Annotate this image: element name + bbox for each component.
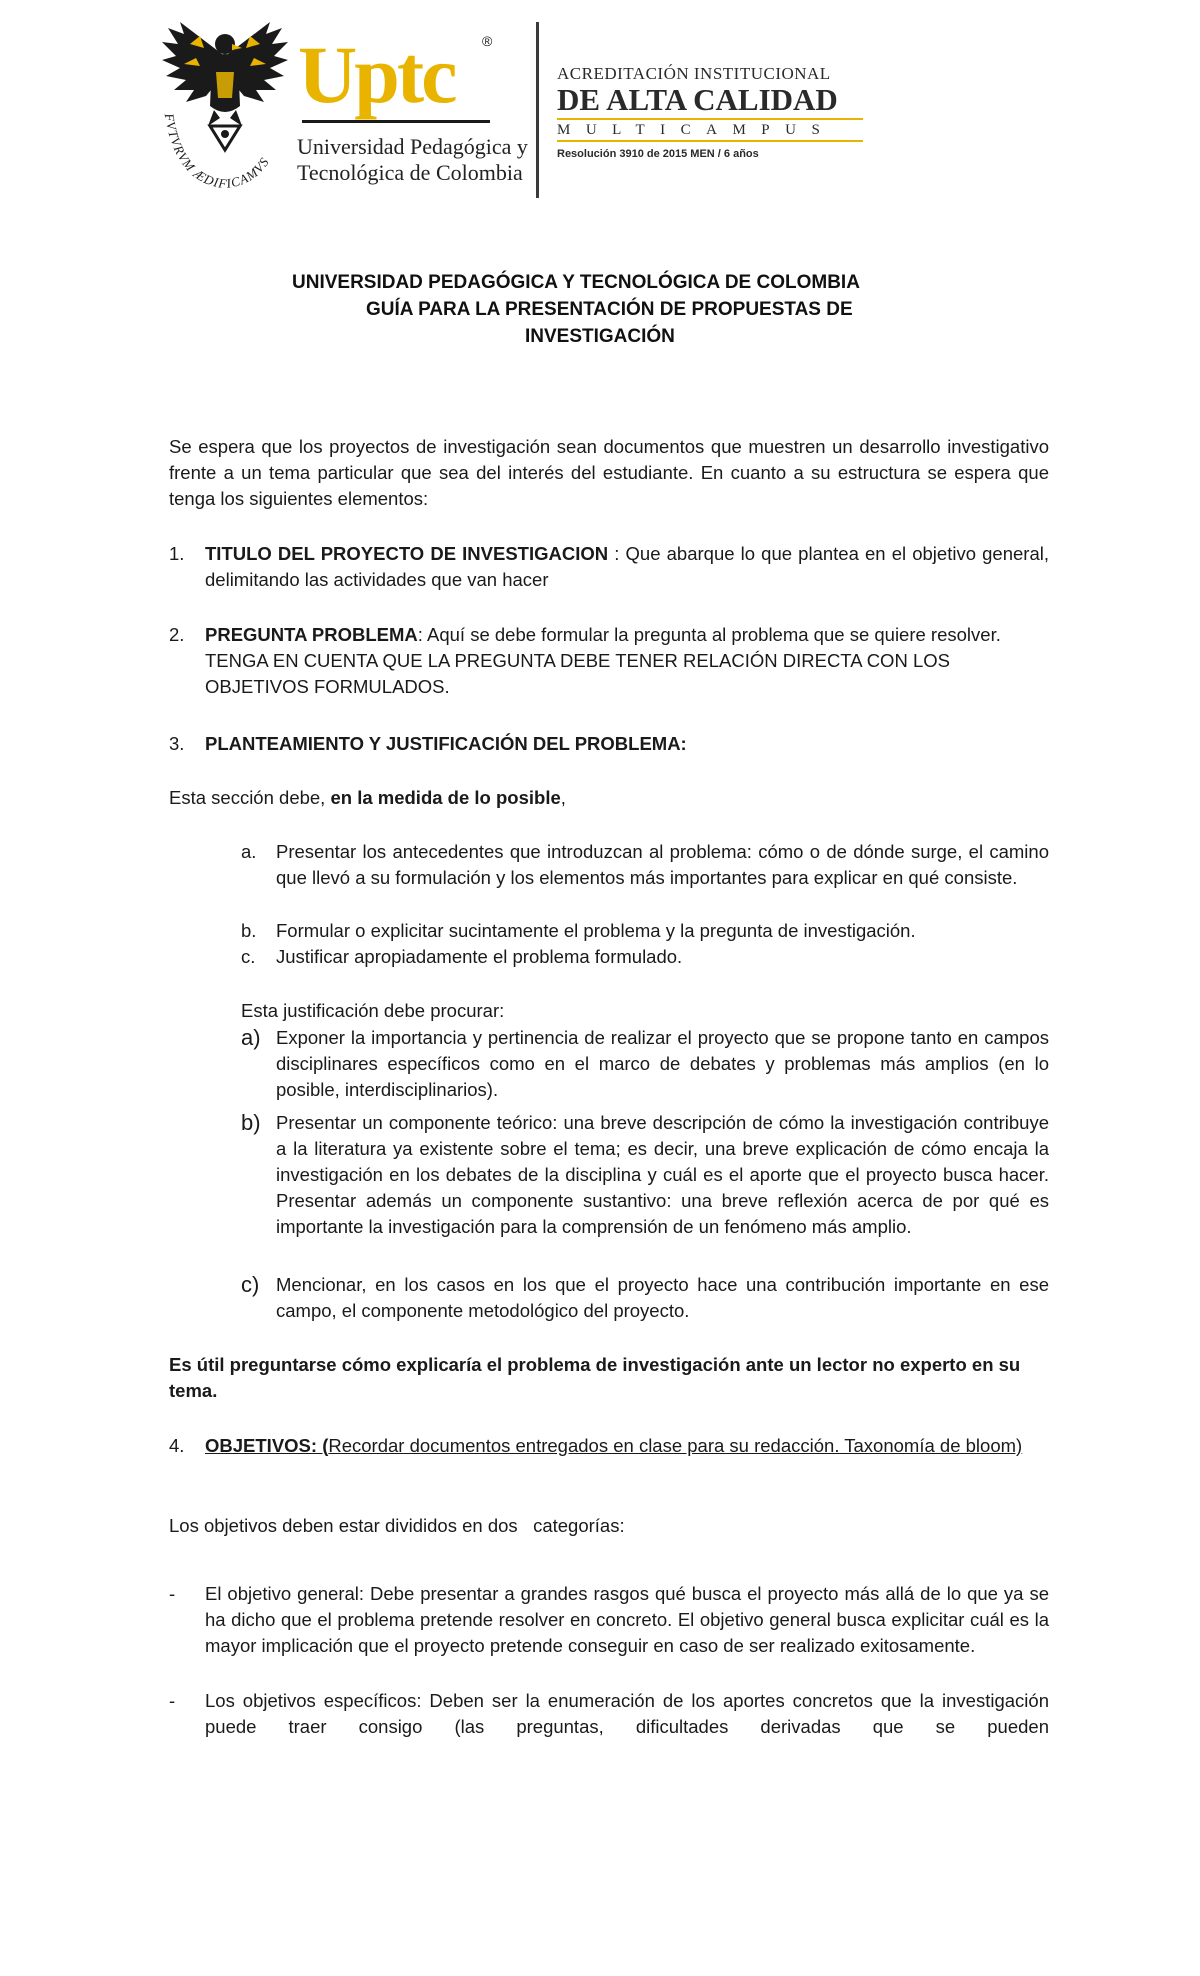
section3-lead-end: , [560, 787, 566, 808]
svg-text:Uptc: Uptc [298, 29, 455, 120]
closing-note: Es útil preguntarse cómo explicaría el problema de investigación ante un lector no experto en su tema. [169, 1354, 1021, 1401]
item4-heading: OBJETIVOS: ( [205, 1435, 329, 1456]
item2-text: : Aquí se debe formular la pregunta al problema que se quiere resolver. TENGA EN CUENTA QUE LA PREGUNTA DEBE TENER RELACIÓN DIRECTA CON LOS OBJETIVOS FORMULADOS. [205, 624, 1001, 697]
item2-number: 2. [169, 624, 185, 645]
university-name-line1: Universidad Pedagógica y [297, 134, 528, 159]
header-divider [536, 22, 539, 198]
item4-text: Recordar documentos entregados en clase para su redacción. Taxonomía de bloom) [328, 1435, 1023, 1456]
justification-letter: a) [241, 1025, 261, 1050]
section3-lead-bold: en la medida de lo posible [330, 787, 561, 808]
title-line2: GUÍA PARA LA PRESENTACIÓN DE PROPUESTAS DE [366, 299, 853, 320]
bullet-dash: - [169, 1690, 176, 1711]
justification-letter: c) [241, 1272, 260, 1297]
sub-item-letter: c. [241, 946, 256, 967]
justification-lead: Esta justificación debe procurar: [241, 1000, 505, 1021]
justification-text: Presentar un componente teórico: una breve descripción de cómo la investigación contribuye a la literatura ya existente sobre el tema; es decir, una breve explicación de cómo encaja la investigación en los debates de la disciplina y cuál es el aporte que el proyecto busca hacer. Presentar además un componente sustantivo: una breve reflexión acerca de por qué es importante la investigación para la comprensión de un fenómeno más amplio. [276, 1112, 1049, 1237]
item2-heading: PREGUNTA PROBLEMA [205, 624, 418, 645]
svg-text:FVTVRVM ÆDIFICAMVS: FVTVRVM ÆDIFICAMVS [161, 112, 273, 192]
item3-number: 3. [169, 733, 185, 754]
university-name-line2: Tecnológica de Colombia [297, 160, 523, 185]
accreditation-rule [557, 140, 863, 142]
uptc-logo [296, 24, 496, 134]
item1-number: 1. [169, 543, 185, 564]
item3-heading: PLANTEAMIENTO Y JUSTIFICACIÓN DEL PROBLEMA: [205, 733, 687, 754]
accreditation-line1: ACREDITACIÓN INSTITUCIONAL [557, 64, 831, 83]
item4-number: 4. [169, 1435, 185, 1456]
item2-paragraph [205, 622, 1049, 700]
justification-letter: b) [241, 1110, 261, 1135]
sub-item-text: Presentar los antecedentes que introduzcan al problema: cómo o de dónde surge, el camino que llevó a su formulación y los elementos más importantes para explicar en qué consiste. [276, 841, 1049, 888]
sub-item-letter: b. [241, 920, 257, 941]
bullet-dash: - [169, 1583, 176, 1604]
accreditation-resolution: Resolución 3910 de 2015 MEN / 6 años [557, 148, 759, 160]
item4-paragraph [205, 1433, 1049, 1459]
title-line3: INVESTIGACIÓN [525, 326, 675, 347]
bullet-text: El objetivo general: Debe presentar a grandes rasgos qué busca el proyecto más allá de lo que ya se ha dicho que el problema pretende resolver en concreto. El objetivo general busca explicitar cuál es la mayor implicación que el proyecto pretende conseguir en caso de ser realizado exitosamente. [205, 1583, 1049, 1656]
section3-lead-plain: Esta sección debe, [169, 787, 331, 808]
letterhead [160, 14, 880, 204]
item1-paragraph [205, 541, 1049, 593]
sub-item-text: Formular o explicitar sucintamente el problema y la pregunta de investigación. [276, 920, 916, 941]
item1-text: : Que abarque lo que plantea en el objetivo general, delimitando las actividades que van hacer [205, 543, 1049, 590]
section3-lead [169, 785, 1049, 811]
sub-item-letter: a. [241, 841, 257, 862]
bullet-text: Los objetivos específicos: Deben ser la enumeración de los aportes concretos que la investigación puede traer consigo (las preguntas, dificultades derivadas que se pueden [205, 1690, 1049, 1737]
svg-text:®: ® [482, 33, 493, 49]
justification-text: Mencionar, en los casos en los que el proyecto hace una contribución importante en ese campo, el componente metodológico del proyecto. [276, 1274, 1049, 1321]
accreditation-block [557, 64, 887, 160]
accreditation-multicampus: MULTICAMPUS [557, 122, 836, 138]
accreditation-line2: DE ALTA CALIDAD [557, 82, 838, 117]
intro-paragraph: Se espera que los proyectos de investigación sean documentos que muestren un desarrollo investigativo frente a un tema particular que sea del interés del estudiante. En cuanto a su estructura se espera que tenga los siguientes elementos: [169, 436, 1049, 509]
item1-heading: TITULO DEL PROYECTO DE INVESTIGACION [205, 543, 609, 564]
sub-item-text: Justificar apropiadamente el problema formulado. [276, 946, 683, 967]
section4-lead: Los objetivos deben estar divididos en dos categorías: [169, 1515, 625, 1536]
title-line1: UNIVERSIDAD PEDAGÓGICA Y TECNOLÓGICA DE COLOMBIA [292, 272, 860, 293]
justification-text: Exponer la importancia y pertinencia de realizar el proyecto que se propone tanto en campos disciplinares específicos como en el marco de debates y problemas más amplios (en lo posible, interdisciplinarios). [276, 1027, 1049, 1100]
motto-text [160, 14, 290, 194]
